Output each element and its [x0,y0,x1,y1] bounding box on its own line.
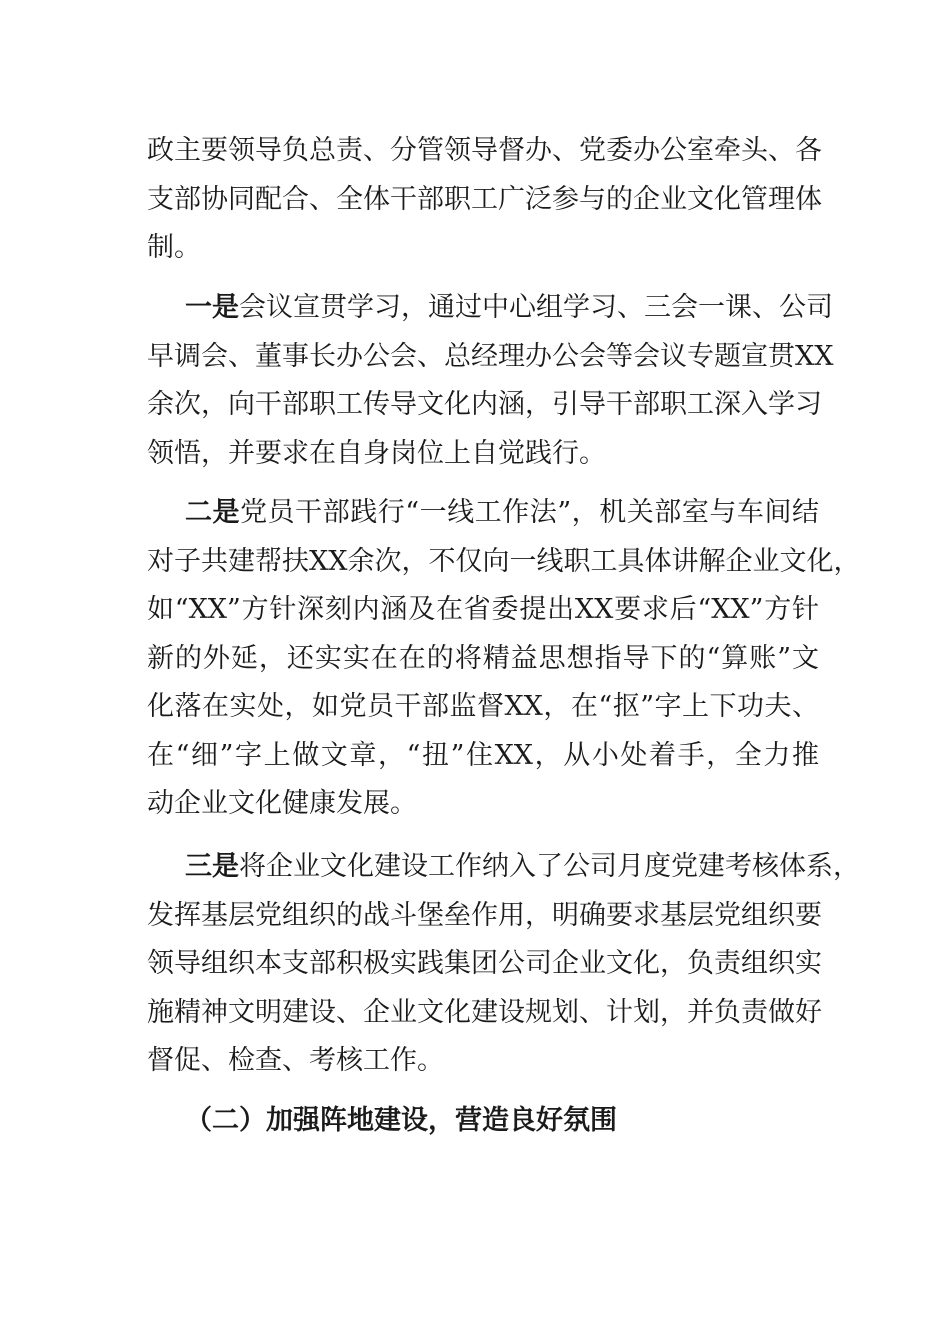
text-line: 支部协同配合、全体干部职工广泛参与的企业文化管理体 [147,183,822,215]
paragraph-item-3 [147,843,860,1086]
text-line: 早调会、董事长办公会、总经理办公会等会议专题宣贯XX [147,340,834,372]
text-line: 施精神文明建设、企业文化建设规划、计划，并负责做好 [147,996,822,1028]
paragraph-lead: 三是 [185,851,239,882]
text-line: 如“XX”方针深刻内涵及在省委提出XX要求后“XX”方针 [147,594,819,625]
text-segment: 将企业文化建设工作纳入了公司月度党建考核体系， [239,851,860,882]
paragraph-lead: 一是 [185,292,239,323]
text-line: 对子共建帮扶XX余次，不仅向一线职工具体讲解企业文化， [147,545,861,577]
paragraph-lead: 二是 [185,497,241,528]
text-line: 动企业文化健康发展。 [147,788,417,819]
text-line: 化落在实处，如党员干部监督XX，在“抠”字上下功夫、 [147,691,819,722]
text-line: 政主要领导负总责、分管领导督办、党委办公室牵头、各 [147,135,822,166]
text-line: 制。 [147,232,201,263]
text-line [147,843,860,892]
paragraph-item-1 [147,284,834,478]
paragraph-continuation [147,127,822,273]
text-line: 督促、检查、考核工作。 [147,1045,444,1076]
paragraph-item-2 [147,489,861,829]
text-line: 余次，向干部职工传导文化内涵，引导干部职工深入学习 [147,389,822,420]
text-line: 发挥基层党组织的战斗堡垒作用，明确要求基层党组织要 [147,899,822,931]
section-heading: （二）加强阵地建设，营造良好氛围 [185,1105,617,1136]
text-line: 在“细”字上做文章，“扭”住XX，从小处着手，全力推 [147,739,819,771]
text-line: 领导组织本支部积极实践集团公司企业文化，负责组织实 [147,948,822,979]
text-segment: 会议宣贯学习，通过中心组学习、三会一课、公司 [239,292,833,323]
text-segment: 党员干部践行“一线工作法”，机关部室与车间结 [240,497,819,528]
text-line: 领悟，并要求在自身岗位上自觉践行。 [147,437,606,469]
text-line: 新的外延，还实实在在的将精益思想指导下的“算账”文 [147,642,819,674]
text-line [147,489,819,538]
text-line [147,284,833,333]
